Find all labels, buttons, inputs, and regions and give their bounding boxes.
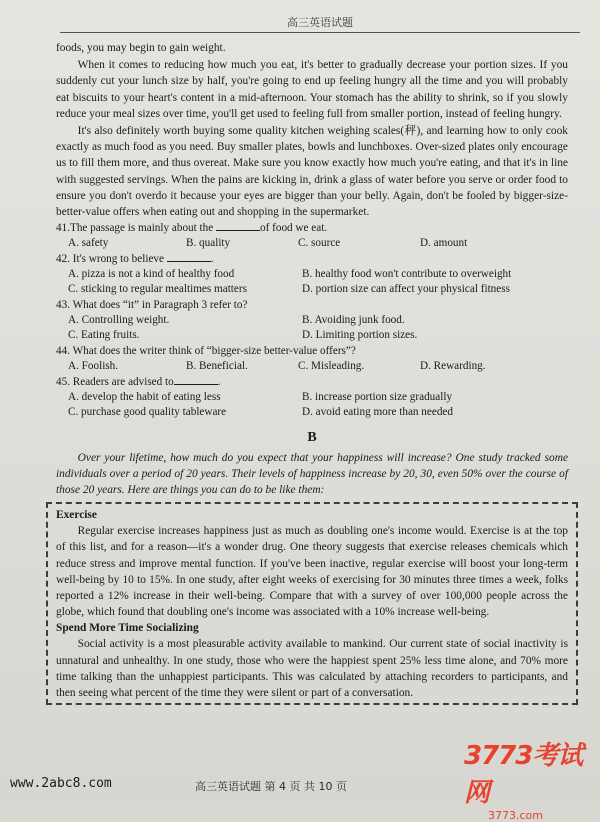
option-b[interactable]: B. quality [186, 237, 231, 250]
question-stem: 45. Readers are advised to . [56, 376, 221, 389]
question-options [56, 359, 568, 374]
question-stem: 42. It's wrong to believe . [56, 253, 214, 266]
option-d[interactable]: D. portion size can affect your physical fitness [302, 283, 510, 296]
option-d[interactable]: D. avoid eating more than needed [302, 406, 453, 419]
option-c[interactable]: C. purchase good quality tableware [68, 406, 227, 419]
question-stem: 43. What does “it” in Paragraph 3 refer to? [56, 299, 248, 312]
option-a[interactable]: A. Controlling weight. [68, 314, 170, 327]
question-stem: 44. What does the writer think of “bigger-size better-value offers”? [56, 345, 356, 358]
watermark-main-text: 3773考试网 [464, 741, 583, 808]
answer-blank [167, 252, 211, 262]
question-stem: 41.The passage is mainly about the of food we eat. [56, 222, 328, 235]
answer-blank [174, 375, 218, 385]
option-b[interactable]: B. increase portion size gradually [302, 391, 453, 404]
footer-site-url[interactable]: www.2abc8.com [10, 776, 112, 791]
exercise-paragraph: Regular exercise increases happiness just as much as doubling one's income would. Exercise is at the top of this list, and for a reason—it's a wonder drug. One theory suggests that exercise releases chemicals which reduce stress and improve mental function. If you've been inactive, regular exercise will boost your long-term well-being by 10 to 15%. In one study, after eight weeks of exercising for 30 minutes three times a week, folks reported a 12% increase in their well-being. Compare that with a survey of over 100,000 people across the globe, which found that doubling one's income was associated with a 10% increase well-being. [56, 525, 568, 619]
question-options [56, 390, 568, 420]
option-c[interactable]: C. source [298, 237, 341, 250]
subheading-exercise: Exercise [56, 509, 97, 522]
page-content [56, 40, 568, 705]
question-options [56, 267, 568, 297]
passage-a-paragraph: It's also definitely worth buying some quality kitchen weighing scales(秤), and learning how to only cook exactly as much food as you need. Buy smaller plates, bowls and lunchboxes. Over-sized plates only encourage us to fill them more, and thus overeat. Make sure you know exactly how much you're eating, and that it's in line with suggested servings. When the pains are kicking in, drink a glass of water before you serve or order food to ensure you don't overdo it because your eyes are bigger than your belly. Again, don't be fooled by bigger-size-better-value offers when eating out and shopping in the supermarket. [56, 125, 568, 219]
question-45 [56, 375, 568, 420]
option-b[interactable]: B. healthy food won't contribute to overweight [302, 268, 512, 281]
question-44 [56, 344, 568, 374]
option-a[interactable]: A. develop the habit of eating less [68, 391, 221, 404]
section-b-heading: B [307, 430, 317, 446]
answer-blank [216, 221, 260, 231]
option-d[interactable]: D. Rewarding. [420, 360, 486, 373]
passage-a-paragraph: foods, you may begin to gain weight. [56, 42, 226, 54]
article-box [46, 502, 578, 705]
option-a[interactable]: A. pizza is not a kind of healthy food [68, 268, 235, 281]
watermark-logo [464, 735, 590, 822]
option-d[interactable]: D. amount [420, 237, 468, 250]
question-options [56, 236, 568, 251]
header-divider [60, 32, 580, 33]
option-b[interactable]: B. Avoiding junk food. [302, 314, 405, 327]
passage-a-paragraph: When it comes to reducing how much you eat, it's better to gradually decrease your portion sizes. If you suddenly cut your lunch size by half, you're going to end up feeling hungry all the time and you will probably eat biscuits to your heart's content in a mid-afternoon. Your stomach has the ability to shrink, so if you slowly reduce your meal sizes over time, you'll get used to feeling full from smaller portion, instead of feeling hungry. [56, 59, 568, 120]
page-header-title: 高三英语试题 [287, 16, 353, 29]
question-42 [56, 252, 568, 297]
option-c[interactable]: C. Eating fruits. [68, 329, 140, 342]
question-41 [56, 221, 568, 251]
option-c[interactable]: C. sticking to regular mealtimes matters [68, 283, 247, 296]
option-d[interactable]: D. Limiting portion sizes. [302, 329, 418, 342]
option-a[interactable]: A. Foolish. [68, 360, 119, 373]
question-options [56, 313, 568, 343]
option-b[interactable]: B. Beneficial. [186, 360, 248, 373]
footer-page-info: 高三英语试题 第 4 页 共 10 页 [195, 780, 347, 793]
section-b-intro: Over your lifetime, how much do you expect that your happiness will increase? One study tracked some individuals over a period of 20 years. Their levels of happiness increase by 20, 30, even 50% over the course of those 20 years. Here are things you can do to be like them: [56, 452, 568, 497]
question-43 [56, 298, 568, 343]
option-a[interactable]: A. safety [68, 237, 109, 250]
option-c[interactable]: C. Misleading. [298, 360, 365, 373]
socializing-paragraph: Social activity is a most pleasurable activity available to mankind. Our current state of social inactivity is unnatural and unhealthy. In one study, those who were the happiest spent 25% less time alone, and 70% more time talking than the unhappiest participants. This was calculated by attaching recorders to participants, and then seeing what percent of the time they were silent or part of a conversation. [56, 638, 568, 700]
subheading-socializing: Spend More Time Socializing [56, 622, 199, 635]
watermark-sub-text: 3773.com [488, 809, 543, 822]
